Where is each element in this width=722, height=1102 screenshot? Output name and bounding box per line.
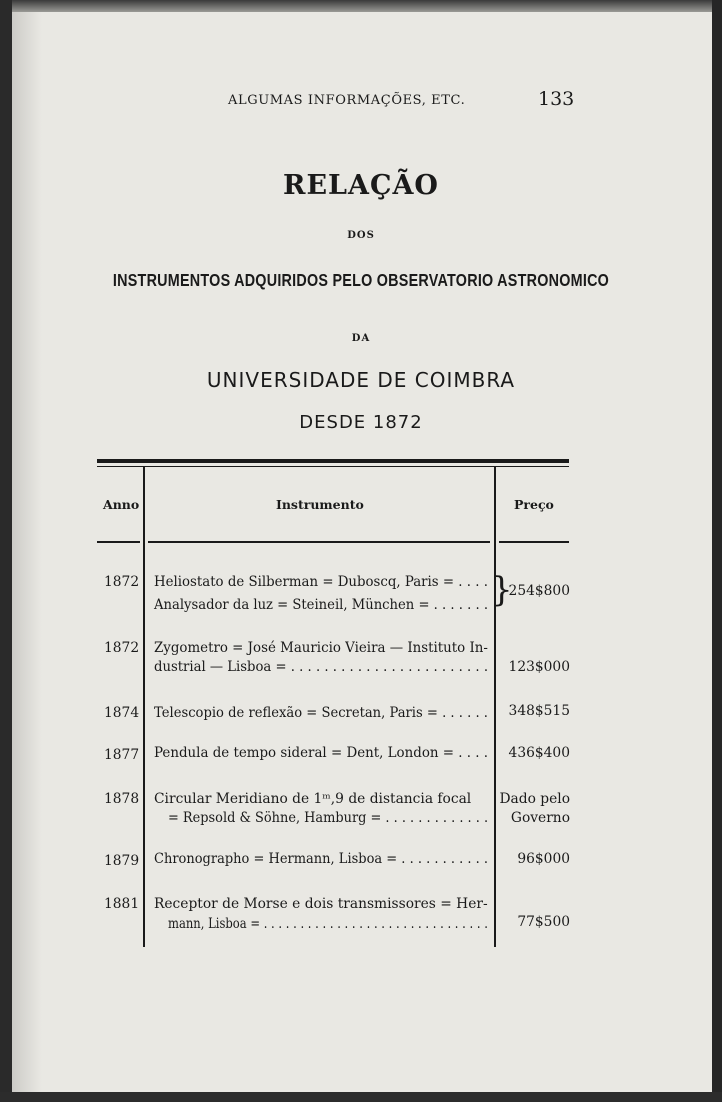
- table-row-instrument-line: Receptor de Morse e dois transmissores = Her-: [154, 896, 488, 912]
- title-dos: DOS: [347, 230, 375, 241]
- column-header-year: Anno: [103, 497, 140, 512]
- table-row-instrument-line: dustrial — Lisboa = . . . . . . . . . . . . . . . . . . . . . . . .: [154, 659, 489, 675]
- table-row-year: 1881: [104, 896, 140, 912]
- table-top-rule-thin: [97, 466, 569, 467]
- table-row-instrument-line: Chronographo = Hermann, Lisboa = . . . . . . . . . . .: [154, 851, 489, 867]
- table-row-instrument-line: Circular Meridiano de 1ᵐ,9 de distancia focal: [154, 791, 472, 807]
- table-row-instrument-line: Zygometro = José Mauricio Vieira — Instituto In-: [154, 640, 488, 656]
- running-head: ALGUMAS INFORMAÇÕES, ETC.: [228, 93, 466, 108]
- table-row-instrument-line: = Repsold & Söhne, Hamburg = . . . . . . . . . . . . .: [168, 810, 489, 826]
- title-subtitle: INSTRUMENTOS ADQUIRIDOS PELO OBSERVATORIO ASTRONOMICO: [112, 270, 610, 290]
- table-row-instrument-line: Telescopio de reflexão = Secretan, Paris = . . . . . .: [154, 705, 488, 721]
- scan-border-right: [712, 0, 722, 1102]
- table-row-instrument-line: Analysador da luz = Steineil, München = . . . . . . .: [154, 597, 489, 613]
- title-since: DESDE 1872: [299, 412, 423, 433]
- table-row-price: 123$000: [508, 659, 570, 675]
- page-title: RELAÇÃO: [283, 170, 439, 201]
- table-row-price-line: Dado pelo: [499, 791, 570, 807]
- scan-border-left: [0, 0, 12, 1102]
- title-university: UNIVERSIDADE DE COIMBRA: [206, 368, 516, 392]
- table-row-year: 1879: [104, 853, 140, 869]
- table-row-year: 1878: [104, 791, 140, 807]
- table-row-year: 1877: [104, 747, 140, 763]
- column-header-price: Preço: [514, 497, 554, 512]
- table-row-year: 1874: [104, 705, 140, 721]
- column-divider-left: [143, 467, 145, 947]
- column-divider-right: [494, 467, 496, 947]
- table-row-instrument-line: Heliostato de Silberman = Duboscq, Paris = . . . .: [154, 574, 488, 590]
- header-bottom-rule-price: [499, 541, 569, 543]
- column-header-instrument: Instrumento: [276, 497, 364, 512]
- header-bottom-rule-year: [97, 541, 140, 543]
- table-row-price: 348$515: [508, 703, 570, 719]
- page-number: 133: [538, 88, 575, 110]
- table-row-price-line: Governo: [510, 810, 570, 826]
- table-row-instrument-line: mann, Lisboa = . . . . . . . . . . . . . . . . . . . . . . . . . . . . . . .: [168, 916, 488, 932]
- header-bottom-rule-instrument: [148, 541, 490, 543]
- table-row-instrument-line: Pendula de tempo sideral = Dent, London = . . . .: [154, 745, 489, 761]
- brace-glyph: }: [491, 570, 513, 610]
- title-da: DA: [351, 333, 371, 344]
- table-top-rule: [97, 459, 569, 463]
- scan-border-bottom: [0, 1092, 722, 1102]
- table-row-price: 77$500: [517, 914, 570, 930]
- table-row-price: 254$800: [508, 583, 570, 599]
- scan-border-top: [0, 0, 722, 12]
- table-row-year: 1872: [104, 574, 140, 590]
- table-row-price: 436$400: [508, 745, 570, 761]
- table-row-price: 96$000: [517, 851, 570, 867]
- table-row-year: 1872: [104, 640, 140, 656]
